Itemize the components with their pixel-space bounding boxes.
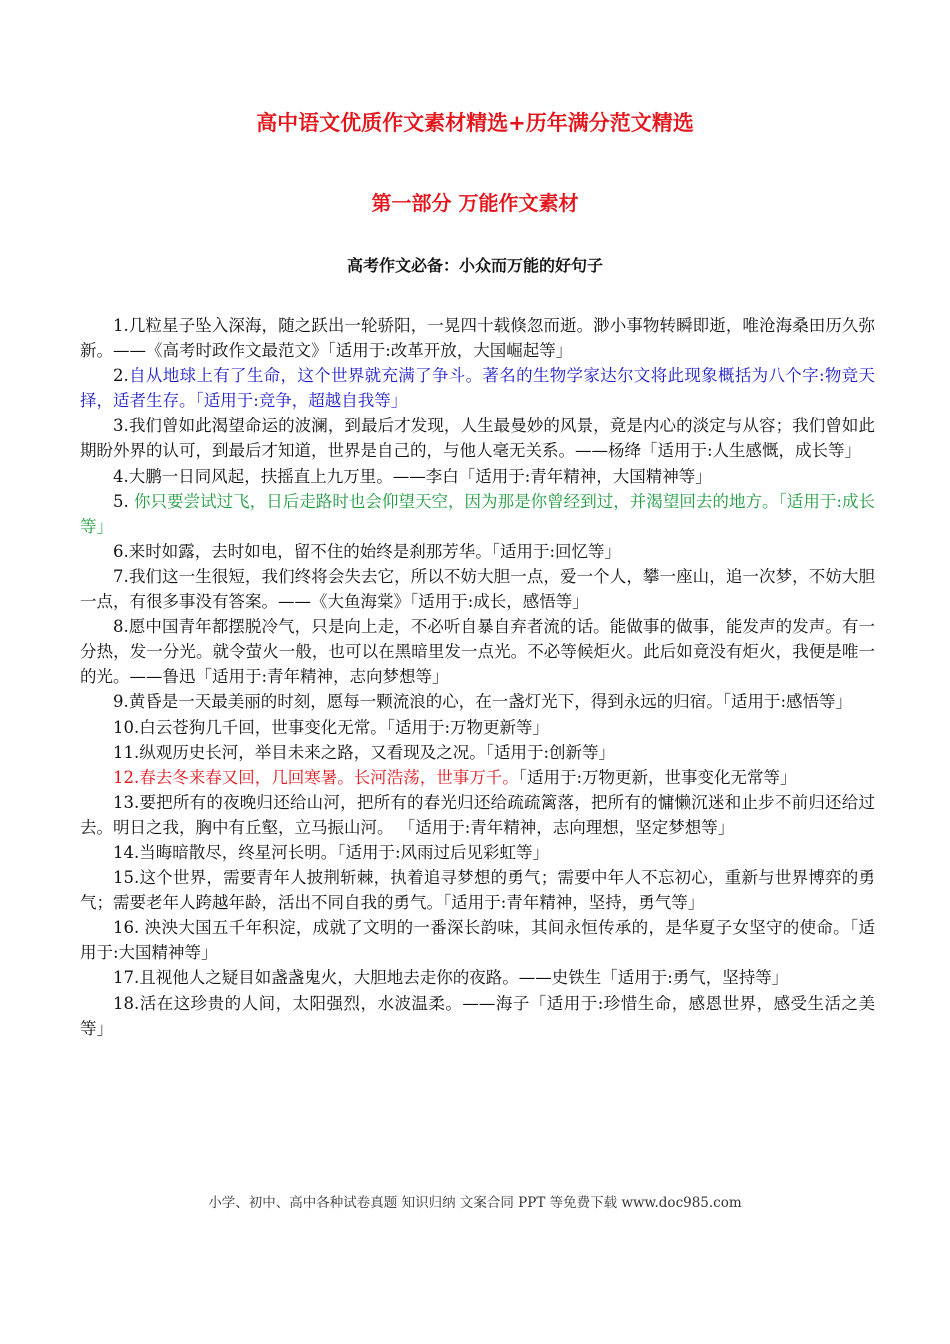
list-item [80, 413, 875, 463]
list-item [80, 765, 875, 790]
list-item [80, 991, 875, 1041]
list-item [80, 564, 875, 614]
quote-list [80, 313, 875, 1041]
page-footer: 小学、初中、高中各种试卷真题 知识归纳 文案合同 PPT 等免费下载 www.doc985.com [208, 1195, 742, 1211]
item-text: 3.我们曾如此渴望命运的波澜，到最后才发现，人生最曼妙的风景，竟是内心的淡定与从容；我们曾如此期盼外界的认可，到最后才知道，世界是自己的，与他人毫无关系。——杨绛「适用于:人生感慨，成长等」 [80, 416, 875, 461]
item-text: 6.来时如露，去时如电，留不住的始终是刹那芳华。「适用于:回忆等」 [113, 541, 622, 561]
list-item [80, 614, 875, 689]
list-item [80, 715, 875, 740]
item-text: 15.这个世界，需要青年人披荆斩棘，执着追寻梦想的勇气；需要中年人不忘初心，重新与世界博弈的勇气；需要老年人跨越年龄，活出不同自我的勇气。「适用于:青年精神，坚持，勇气等」 [80, 868, 875, 913]
list-item [80, 965, 875, 990]
item-text: 「适用于:万物更新，世事变化无常等」 [518, 767, 797, 787]
item-highlight: 12.春去冬来春又回，几回寒暑。长河浩荡，世事万千。 [113, 767, 519, 787]
list-item [80, 790, 875, 840]
list-item [80, 464, 875, 489]
item-text: 10.白云苍狗几千回，世事变化无常。「适用于:万物更新等」 [113, 717, 550, 737]
item-text: 14.当晦暗散尽，终星河长明。「适用于:风雨过后见彩虹等」 [113, 842, 550, 862]
list-item [80, 689, 875, 714]
list-item [80, 840, 875, 865]
item-text: 11.纵观历史长河，举目未来之路，又看现及之况。「适用于:创新等」 [113, 742, 616, 762]
list-item [80, 740, 875, 765]
item-text: 你只要尝试过飞，日后走路时也会仰望天空，因为那是你曾经到过，并渴望回去的地方。「适用于:成长等」 [80, 491, 875, 536]
item-text: 1.几粒星子坠入深海，随之跃出一轮骄阳，一晃四十载倏忽而逝。渺小事物转瞬即逝，唯沧海桑田历久弥新。——《高考时政作文最范文》「适用于:改革开放，大国崛起等」 [80, 316, 875, 361]
item-number: 2. [113, 366, 129, 386]
document-title: 高中语文优质作文素材精选+历年满分范文精选 [256, 111, 694, 135]
list-item [80, 363, 875, 413]
list-item [80, 489, 875, 539]
item-text: 4.大鹏一日同风起，扶摇直上九万里。——李白「适用于:青年精神，大国精神等」 [113, 466, 712, 486]
item-text: 自从地球上有了生命，这个世界就充满了争斗。著名的生物学家达尔文将此现象概括为八个字:物竞天择，适者生存。「适用于:竞争，超越自我等」 [80, 366, 875, 411]
item-text: 17.且视他人之疑目如盏盏鬼火，大胆地去走你的夜路。——史铁生「适用于:勇气，坚持等」 [113, 968, 789, 988]
list-item [80, 313, 875, 363]
item-text: 7.我们这一生很短，我们终将会失去它，所以不妨大胆一点，爱一个人，攀一座山，追一次梦，不妨大胆一点，有很多事没有答案。——《大鱼海棠》「适用于:成长，感悟等」 [80, 566, 875, 612]
item-text: 13.要把所有的夜晚归还给山河，把所有的春光归还给疏疏篱落，把所有的慵懒沉迷和止步不前归还给过去。明日之我，胸中有丘壑，立马振山河。 「适用于:青年精神，志向理想，坚定梦想等」 [80, 792, 875, 837]
item-text: 8.愿中国青年都摆脱冷气，只是向上走，不必听自暴自弃者流的话。能做事的做事，能发声的发声。有一分热，发一分光。就令萤火一般，也可以在黑暗里发一点光。不必等候炬火。此后如竟没有炬火，我便是唯一的光。——鲁迅「适用于:青年精神，志向梦想等」 [80, 617, 875, 687]
list-item [80, 539, 875, 564]
list-item [80, 865, 875, 915]
item-text: 9.黄昏是一天最美丽的时刻，愿每一颗流浪的心，在一盏灯光下，得到永远的归宿。「适用于:感悟等」 [113, 692, 853, 712]
list-item [80, 915, 875, 965]
section-title: 第一部分 万能作文素材 [371, 191, 579, 215]
item-number: 5. [113, 491, 135, 511]
section-subtitle: 高考作文必备：小众而万能的好句子 [346, 256, 603, 275]
item-text: 18.活在这珍贵的人间，太阳强烈，水波温柔。——海子「适用于:珍惜生命，感恩世界，感受生活之美等」 [80, 993, 875, 1038]
item-text: 16. 泱泱大国五千年积淀，成就了文明的一番深长韵味，其间永恒传承的，是华夏子女坚守的使命。「适用于:大国精神等」 [80, 918, 875, 963]
